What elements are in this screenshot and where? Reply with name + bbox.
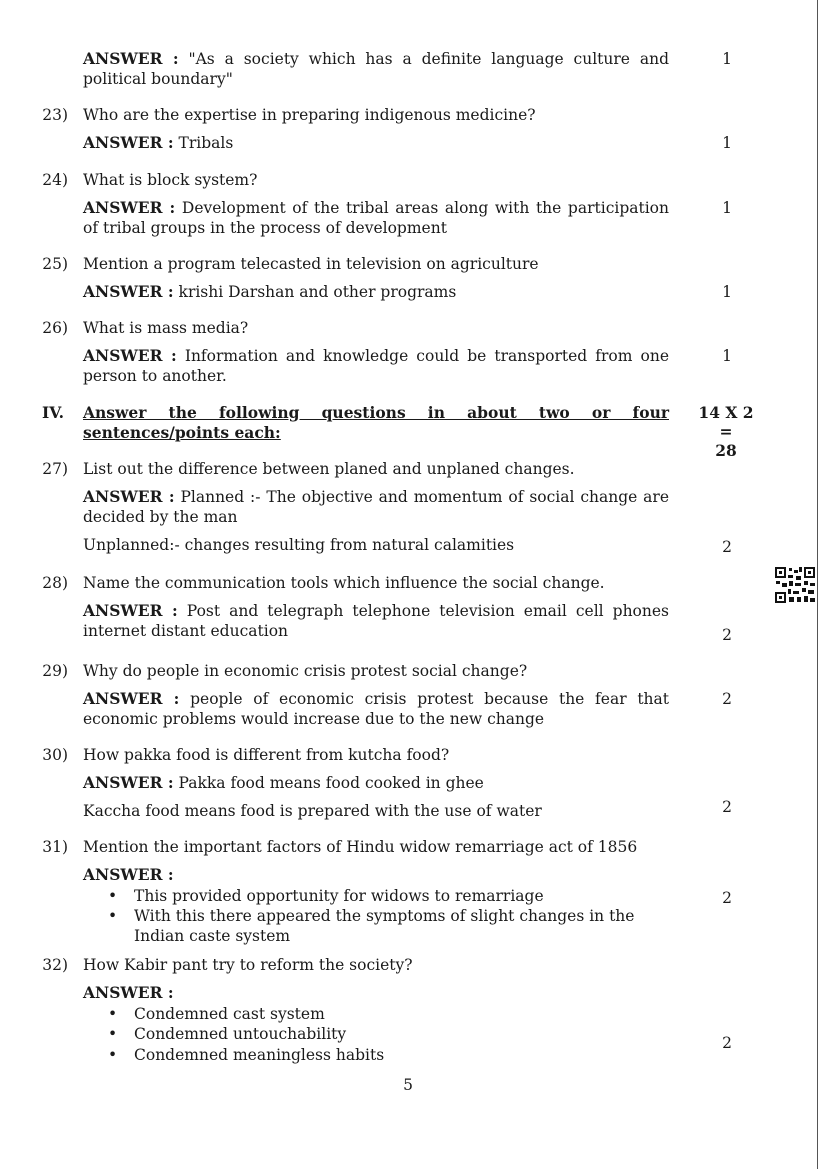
marks: 1 xyxy=(722,347,732,365)
bullet-text: Condemned untouchability xyxy=(134,1025,347,1043)
question-text: What is mass media? xyxy=(83,319,249,337)
answer-text: Kaccha food means food is prepared with the use of water xyxy=(83,802,542,820)
section-marks-line1: 14 X 2 = xyxy=(698,403,754,441)
section-instruction-line2: sentences/points each: xyxy=(83,423,281,442)
bullet-text: With this there appeared the symptoms of slight changes in the Indian caste system xyxy=(134,907,635,945)
marks: 2 xyxy=(722,1034,732,1052)
bullet-icon: • xyxy=(108,907,118,925)
answer-label: ANSWER : xyxy=(83,487,175,506)
question-number: 27) xyxy=(42,460,68,478)
question-number: 31) xyxy=(42,838,68,856)
answer-label: ANSWER : xyxy=(83,346,177,365)
section-instruction-line1: Answer the following questions in about two or four xyxy=(83,403,669,422)
answer-text: ANSWER : Post and telegraph telephone television email cell phones internet distant education xyxy=(83,601,670,640)
answer-label: ANSWER : xyxy=(83,282,174,301)
answer-text: ANSWER : Development of the tribal areas along with the participation of tribal groups in the process of development xyxy=(83,198,669,237)
question-text: Who are the expertise in preparing indigenous medicine? xyxy=(83,106,536,124)
question-text: Why do people in economic crisis protest social change? xyxy=(83,662,528,680)
question-number: 28) xyxy=(42,574,68,592)
answer-label: ANSWER : xyxy=(83,601,178,620)
marks: 2 xyxy=(722,889,732,907)
marks: 2 xyxy=(722,798,732,816)
answer-label: ANSWER : xyxy=(83,198,176,217)
bullet-icon: • xyxy=(108,1005,118,1023)
answer-text: Unplanned:- changes resulting from natural calamities xyxy=(83,536,515,554)
bullet-icon: • xyxy=(108,887,118,905)
section-marks xyxy=(690,403,762,460)
answer-label: ANSWER : xyxy=(83,983,174,1002)
question-text: How Kabir pant try to reform the society? xyxy=(83,956,413,974)
question-text: How pakka food is different from kutcha food? xyxy=(83,746,450,764)
answer-label: ANSWER : xyxy=(83,49,179,68)
question-number: 26) xyxy=(42,319,68,337)
bullet-text: Condemned meaningless habits xyxy=(134,1046,385,1064)
marks: 1 xyxy=(722,283,732,301)
question-text: Mention the important factors of Hindu widow remarriage act of 1856 xyxy=(83,838,638,856)
bullet-text: This provided opportunity for widows to remarriage xyxy=(134,887,544,905)
answer-text: ANSWER : Planned :- The objective and momentum of social change are decided by the man xyxy=(83,487,670,526)
qr-code-icon xyxy=(774,566,816,604)
marks: 2 xyxy=(722,538,732,556)
marks: 1 xyxy=(722,199,732,217)
question-number: 29) xyxy=(42,662,68,680)
answer-label: ANSWER : xyxy=(83,133,174,152)
question-number: 24) xyxy=(42,171,68,189)
question-number: 25) xyxy=(42,255,68,273)
marks: 1 xyxy=(722,134,732,152)
question-number: 23) xyxy=(42,106,68,124)
marks: 2 xyxy=(722,626,732,644)
bullet-icon: • xyxy=(108,1025,118,1043)
answer-label: ANSWER : xyxy=(83,865,174,884)
answer-label: ANSWER : xyxy=(83,773,174,792)
page-edge-line xyxy=(817,0,818,1169)
question-text: Name the communication tools which influence the social change. xyxy=(83,574,605,592)
question-number: 32) xyxy=(42,956,68,974)
answer-text: ANSWER : Pakka food means food cooked in ghee xyxy=(83,773,484,792)
page-number: 5 xyxy=(403,1076,413,1094)
question-number: 30) xyxy=(42,746,68,764)
section-marks-line2: 28 xyxy=(715,441,737,460)
answer-text: ANSWER : Information and knowledge could be transported from one person to another. xyxy=(83,346,670,385)
question-text: Mention a program telecasted in television on agriculture xyxy=(83,255,539,273)
answer-label: ANSWER : xyxy=(83,689,180,708)
question-text: List out the difference between planed and unplaned changes. xyxy=(83,460,575,478)
answer-text: ANSWER : Tribals xyxy=(83,133,234,152)
marks: 2 xyxy=(722,690,732,708)
bullet-icon: • xyxy=(108,1046,118,1064)
section-number: IV. xyxy=(42,403,64,422)
bullet-text: Condemned cast system xyxy=(134,1005,325,1023)
marks: 1 xyxy=(722,50,732,68)
answer-text: ANSWER : people of economic crisis protest because the fear that economic problems would increase due to the new change xyxy=(83,689,669,728)
answer-text: ANSWER : krishi Darshan and other programs xyxy=(83,282,457,301)
answer-text: ANSWER : "As a society which has a definite language culture and political boundary" xyxy=(83,49,669,88)
question-text: What is block system? xyxy=(83,171,258,189)
